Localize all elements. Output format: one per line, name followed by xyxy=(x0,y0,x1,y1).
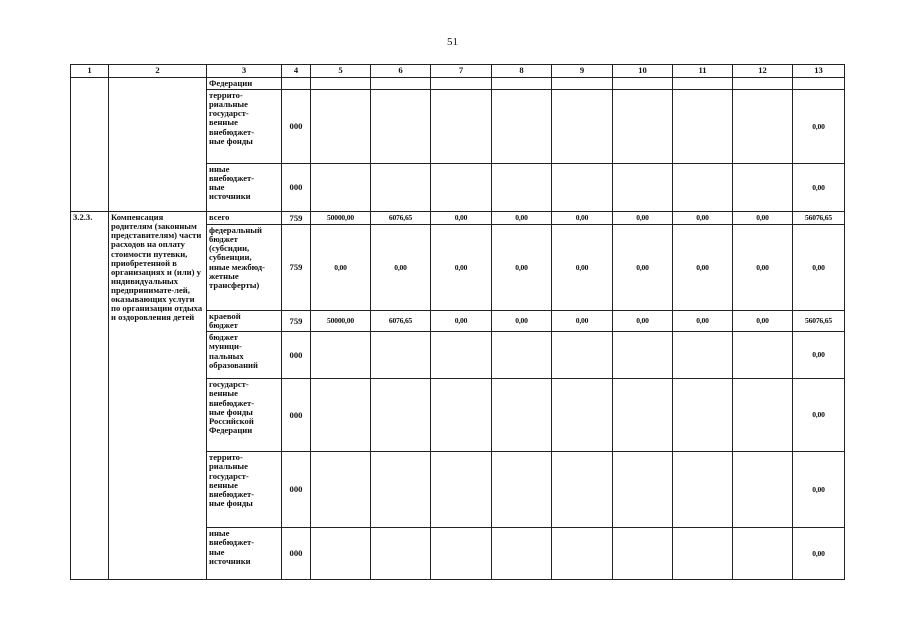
value-cell-col11 xyxy=(673,528,733,580)
value-cell-col13: 56076,65 xyxy=(793,311,845,332)
code-cell: 000 xyxy=(282,332,311,379)
value-cell-col9 xyxy=(552,379,613,452)
code-cell: 759 xyxy=(282,212,311,225)
value-cell-col10 xyxy=(613,164,673,212)
value-cell-col8 xyxy=(492,528,552,580)
funding-source-cell: всего xyxy=(207,212,282,225)
value-cell-col10 xyxy=(613,452,673,528)
code-cell: 000 xyxy=(282,528,311,580)
value-cell-col9 xyxy=(552,528,613,580)
funding-source-cell: террито- риальные государст- венные внебюджет- ные фонды xyxy=(207,90,282,164)
value-cell-col8 xyxy=(492,379,552,452)
value-cell-col5 xyxy=(311,164,371,212)
value-cell-col10 xyxy=(613,90,673,164)
value-cell-col12 xyxy=(733,90,793,164)
value-cell-col11 xyxy=(673,78,733,90)
col-header-8: 8 xyxy=(492,65,552,78)
col-header-1: 1 xyxy=(71,65,109,78)
value-cell-col6 xyxy=(371,78,431,90)
code-cell: 759 xyxy=(282,225,311,311)
code-cell: 000 xyxy=(282,90,311,164)
value-cell-col5 xyxy=(311,379,371,452)
value-cell-col12 xyxy=(733,164,793,212)
col-header-11: 11 xyxy=(673,65,733,78)
prev-item-number-cell xyxy=(71,78,109,212)
table-row xyxy=(71,212,845,225)
col-header-4: 4 xyxy=(282,65,311,78)
value-cell-col12: 0,00 xyxy=(733,212,793,225)
value-cell-col9: 0,00 xyxy=(552,311,613,332)
value-cell-col12: 0,00 xyxy=(733,311,793,332)
value-cell-col6: 6076,65 xyxy=(371,311,431,332)
funding-source-cell: краевой бюджет xyxy=(207,311,282,332)
col-header-10: 10 xyxy=(613,65,673,78)
value-cell-col5 xyxy=(311,528,371,580)
value-cell-col9 xyxy=(552,452,613,528)
value-cell-col11: 0,00 xyxy=(673,225,733,311)
code-cell: 000 xyxy=(282,164,311,212)
funding-source-cell: Федерации xyxy=(207,78,282,90)
value-cell-col7: 0,00 xyxy=(431,225,492,311)
value-cell-col12 xyxy=(733,379,793,452)
value-cell-col7 xyxy=(431,332,492,379)
value-cell-col5 xyxy=(311,78,371,90)
value-cell-col7: 0,00 xyxy=(431,212,492,225)
value-cell-col9: 0,00 xyxy=(552,212,613,225)
value-cell-col10 xyxy=(613,332,673,379)
value-cell-col7 xyxy=(431,90,492,164)
table-body xyxy=(71,78,845,580)
value-cell-col5 xyxy=(311,332,371,379)
value-cell-col10: 0,00 xyxy=(613,212,673,225)
value-cell-col7 xyxy=(431,528,492,580)
code-cell: 000 xyxy=(282,379,311,452)
table-row xyxy=(71,78,845,90)
page-number: 51 xyxy=(447,36,458,48)
value-cell-col13: 0,00 xyxy=(793,379,845,452)
value-cell-col8: 0,00 xyxy=(492,311,552,332)
value-cell-col8 xyxy=(492,78,552,90)
value-cell-col6 xyxy=(371,452,431,528)
value-cell-col9: 0,00 xyxy=(552,225,613,311)
value-cell-col11 xyxy=(673,90,733,164)
value-cell-col8 xyxy=(492,90,552,164)
item-title-cell: Компенсация родителям (законным представителям) части расходов на оплату стоимости путевки, приобретенной в организациях и (или) у индивидуальных предпринимате-лей, оказывающих услуги по организации отдыха и оздоровления детей xyxy=(109,212,207,580)
header-row xyxy=(71,65,845,78)
col-header-5: 5 xyxy=(311,65,371,78)
value-cell-col5: 50000,00 xyxy=(311,311,371,332)
value-cell-col10: 0,00 xyxy=(613,225,673,311)
code-cell: 759 xyxy=(282,311,311,332)
col-header-12: 12 xyxy=(733,65,793,78)
value-cell-col8 xyxy=(492,164,552,212)
value-cell-col10 xyxy=(613,78,673,90)
code-cell xyxy=(282,78,311,90)
col-header-2: 2 xyxy=(109,65,207,78)
value-cell-col11 xyxy=(673,164,733,212)
col-header-9: 9 xyxy=(552,65,613,78)
value-cell-col5 xyxy=(311,90,371,164)
value-cell-col11: 0,00 xyxy=(673,311,733,332)
code-cell: 000 xyxy=(282,452,311,528)
col-header-3: 3 xyxy=(207,65,282,78)
value-cell-col12 xyxy=(733,528,793,580)
col-header-13: 13 xyxy=(793,65,845,78)
value-cell-col6 xyxy=(371,528,431,580)
value-cell-col13 xyxy=(793,78,845,90)
value-cell-col10 xyxy=(613,379,673,452)
value-cell-col5 xyxy=(311,452,371,528)
value-cell-col6 xyxy=(371,164,431,212)
col-header-7: 7 xyxy=(431,65,492,78)
funding-source-cell: федеральный бюджет (субсидии, субвенции, иные межбюд- жетные трансферты) xyxy=(207,225,282,311)
value-cell-col6 xyxy=(371,379,431,452)
value-cell-col7 xyxy=(431,78,492,90)
value-cell-col13: 0,00 xyxy=(793,90,845,164)
value-cell-col7 xyxy=(431,164,492,212)
value-cell-col13: 0,00 xyxy=(793,332,845,379)
value-cell-col7: 0,00 xyxy=(431,311,492,332)
funding-source-cell: террито- риальные государст- венные внебюджет- ные фонды xyxy=(207,452,282,528)
value-cell-col12 xyxy=(733,332,793,379)
value-cell-col9 xyxy=(552,332,613,379)
value-cell-col13: 56076,65 xyxy=(793,212,845,225)
value-cell-col9 xyxy=(552,78,613,90)
value-cell-col12 xyxy=(733,78,793,90)
value-cell-col13: 0,00 xyxy=(793,225,845,311)
funding-source-cell: иные внебюджет- ные источники xyxy=(207,528,282,580)
value-cell-col6 xyxy=(371,90,431,164)
funding-source-cell: бюджет муници- пальных образований xyxy=(207,332,282,379)
value-cell-col8 xyxy=(492,452,552,528)
value-cell-col7 xyxy=(431,452,492,528)
value-cell-col5: 0,00 xyxy=(311,225,371,311)
value-cell-col13: 0,00 xyxy=(793,528,845,580)
value-cell-col8: 0,00 xyxy=(492,225,552,311)
value-cell-col6: 0,00 xyxy=(371,225,431,311)
value-cell-col13: 0,00 xyxy=(793,452,845,528)
value-cell-col11 xyxy=(673,379,733,452)
value-cell-col6: 6076,65 xyxy=(371,212,431,225)
value-cell-col11 xyxy=(673,332,733,379)
value-cell-col9 xyxy=(552,90,613,164)
value-cell-col10 xyxy=(613,528,673,580)
value-cell-col11: 0,00 xyxy=(673,212,733,225)
item-number-cell: 3.2.3. xyxy=(71,212,109,580)
value-cell-col12: 0,00 xyxy=(733,225,793,311)
col-header-6: 6 xyxy=(371,65,431,78)
value-cell-col10: 0,00 xyxy=(613,311,673,332)
value-cell-col8: 0,00 xyxy=(492,212,552,225)
funding-source-cell: иные внебюджет- ные источники xyxy=(207,164,282,212)
value-cell-col7 xyxy=(431,379,492,452)
value-cell-col5: 50000,00 xyxy=(311,212,371,225)
value-cell-col13: 0,00 xyxy=(793,164,845,212)
value-cell-col6 xyxy=(371,332,431,379)
value-cell-col12 xyxy=(733,452,793,528)
value-cell-col9 xyxy=(552,164,613,212)
budget-table xyxy=(70,64,845,580)
funding-source-cell: государст- венные внебюджет- ные фонды Российской Федерации xyxy=(207,379,282,452)
value-cell-col8 xyxy=(492,332,552,379)
prev-item-title-cell xyxy=(109,78,207,212)
value-cell-col11 xyxy=(673,452,733,528)
